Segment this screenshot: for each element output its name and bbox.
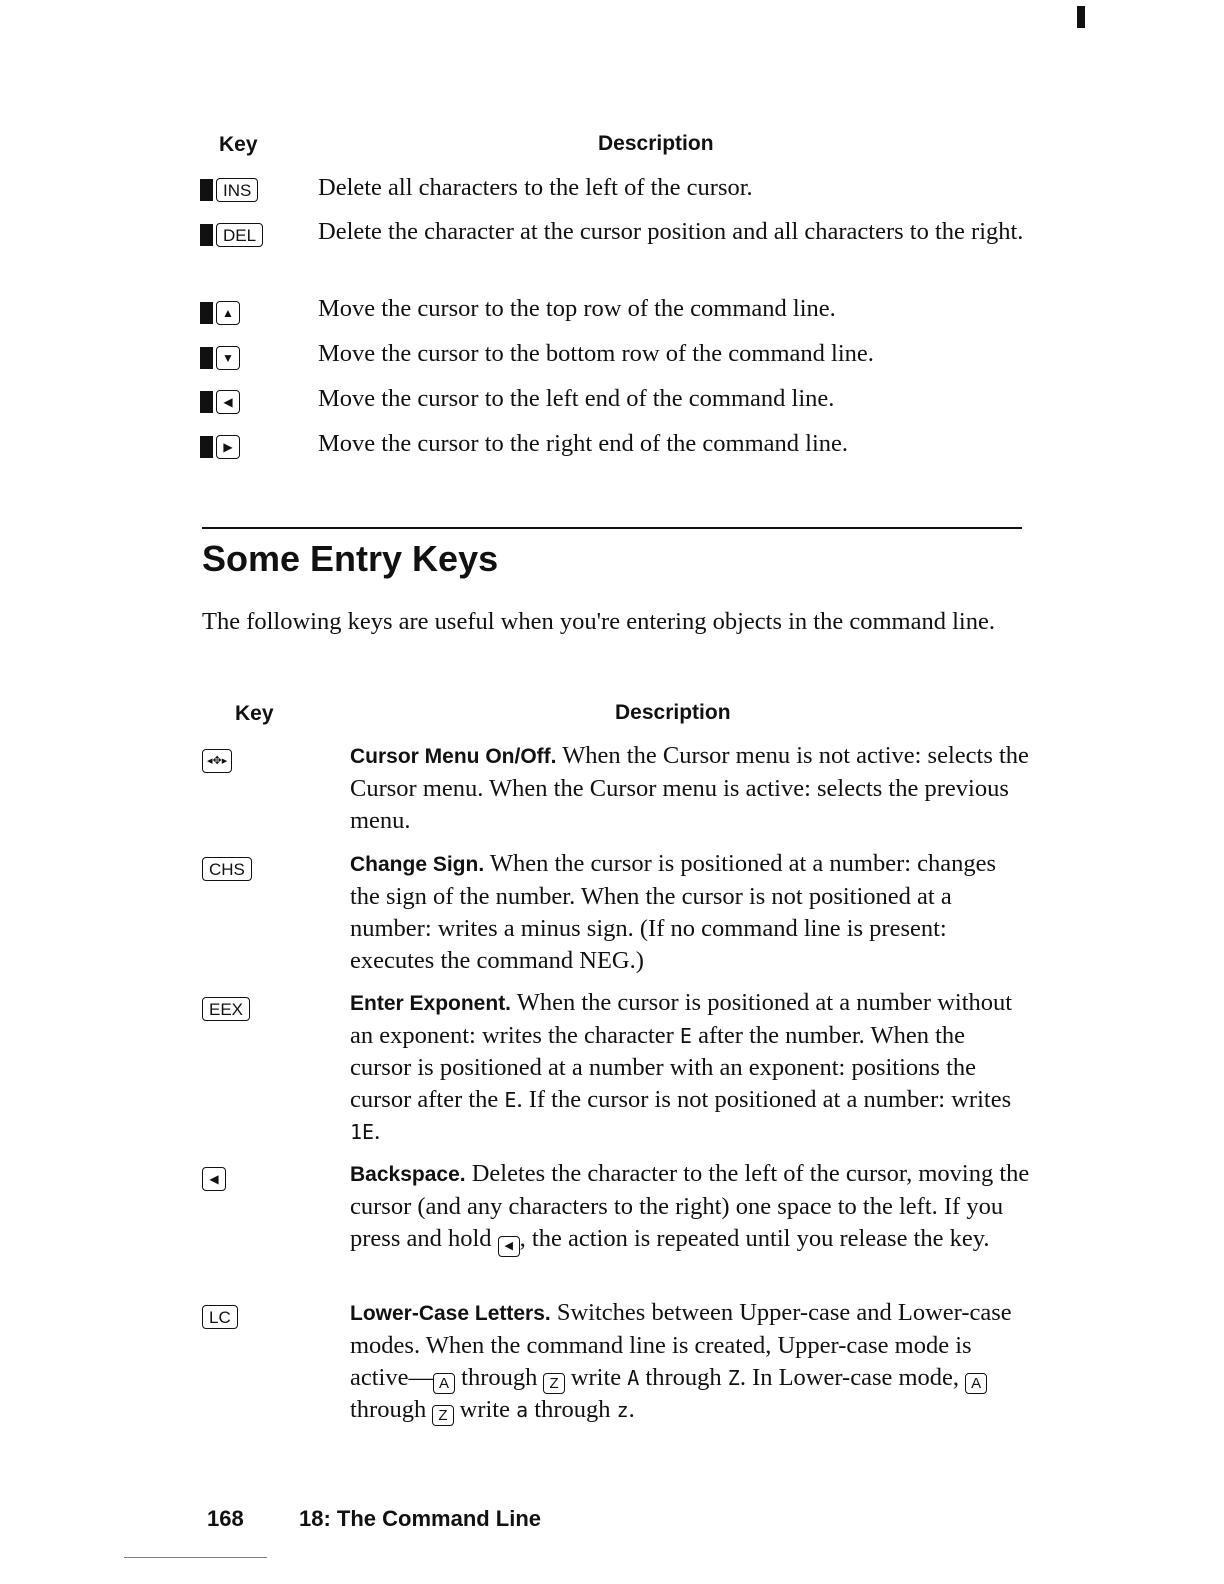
section-rule: [202, 527, 1022, 529]
desc-right: Move the cursor to the right end of the command line.: [318, 430, 849, 457]
shift-key-icon: [200, 391, 213, 413]
code-lower-a: a: [516, 1398, 529, 1422]
z-key-inline: Z: [543, 1373, 564, 1394]
term-lc: Lower-Case Letters.: [350, 1302, 551, 1325]
desc-backspace: Backspace. Deletes the character to the left of the cursor, moving the cursor (and any characters to the right) one space to the left. If you press and hold ◀ , the action is repeated until you release the key.: [350, 1158, 1030, 1257]
del-key: DEL: [216, 223, 263, 247]
code-upper-a: A: [627, 1366, 640, 1390]
page-number: 168: [207, 1506, 244, 1531]
code-1e: 1E: [350, 1120, 375, 1144]
key-shift-left: [200, 390, 240, 414]
section-intro: The following keys are useful when you're entering objects in the command line.: [202, 608, 995, 635]
backspace-key-icon: ◀: [202, 1167, 226, 1191]
code-e: E: [679, 1024, 692, 1048]
z-key-inline-2: Z: [432, 1405, 453, 1426]
lc-key: LC: [202, 1305, 238, 1329]
key-shift-up: [200, 301, 240, 325]
footer-rule: [124, 1557, 267, 1558]
section-title: Some Entry Keys: [202, 538, 499, 579]
term-eex: Enter Exponent.: [350, 992, 512, 1015]
table2-header-description: Description: [615, 701, 731, 724]
a-key-inline-2: A: [965, 1373, 987, 1394]
cursor-menu-key-icon: ◂✥▸: [202, 749, 232, 773]
shift-key-icon: [200, 224, 213, 246]
ins-key: INS: [216, 178, 258, 202]
chapter-title: 18: The Command Line: [299, 1506, 542, 1531]
key-cursor-menu: [202, 749, 232, 773]
table2-header-key: Key: [235, 702, 274, 725]
corner-mark: [1077, 6, 1085, 28]
a-key-inline: A: [433, 1373, 455, 1394]
key-backspace: [202, 1167, 226, 1191]
term-backspace: Backspace.: [350, 1163, 466, 1186]
desc-del: Delete the character at the cursor position and all characters to the right.: [318, 218, 1024, 245]
shift-key-icon: [200, 347, 213, 369]
desc-down: Move the cursor to the bottom row of the command line.: [318, 340, 874, 367]
left-arrow-key-icon: ◀: [216, 390, 240, 414]
desc-chs: Change Sign. When the cursor is positioned at a number: changes the sign of the number. When the cursor is not positioned at a number: writes a minus sign. (If no command line is present: executes the command NEG.): [350, 850, 997, 974]
eex-key: EEX: [202, 997, 250, 1021]
shift-key-icon: [200, 436, 213, 458]
backspace-key-inline-icon: ◀: [498, 1236, 520, 1257]
table1-header-key: Key: [219, 133, 258, 156]
code-lower-z: z: [616, 1398, 629, 1422]
key-chs: [202, 857, 252, 881]
desc-lc: Lower-Case Letters. Switches between Upper-case and Lower-case modes. When the command line is created, Upper-case mode is active— A through Z write A through Z. In Lower-case mode, A through Z write a through z.: [350, 1299, 1012, 1424]
code-upper-z: Z: [727, 1366, 740, 1390]
desc-up: Move the cursor to the top row of the command line.: [318, 295, 836, 322]
shift-key-icon: [200, 302, 213, 324]
code-e2: E: [504, 1088, 517, 1112]
desc-ins: Delete all characters to the left of the cursor.: [318, 174, 753, 201]
table1-header-description: Description: [598, 132, 714, 155]
term-cursor-menu: Cursor Menu On/Off.: [350, 745, 557, 768]
up-arrow-key-icon: ▲: [216, 301, 240, 325]
term-chs: Change Sign.: [350, 853, 485, 876]
shift-key-icon: [200, 179, 213, 201]
desc-left: Move the cursor to the left end of the command line.: [318, 385, 835, 412]
desc-cursor-menu: Cursor Menu On/Off. When the Cursor menu is not active: selects the Cursor menu. When the Cursor menu is active: selects the previous menu.: [350, 742, 1029, 834]
key-shift-ins: [200, 178, 258, 202]
key-lc: [202, 1305, 238, 1329]
chs-key: CHS: [202, 857, 252, 881]
key-eex: [202, 997, 250, 1021]
right-arrow-key-icon: ▶: [216, 435, 240, 459]
key-shift-del: [200, 223, 263, 247]
desc-eex: Enter Exponent. When the cursor is positioned at a number without an exponent: writes the character E after the number. When the cursor is positioned at a number with an exponent: positions the cursor after the E. If the cursor is not positioned at a number: writes 1E.: [350, 989, 1013, 1145]
down-arrow-key-icon: ▼: [216, 346, 240, 370]
key-shift-right: [200, 435, 240, 459]
key-shift-down: [200, 346, 240, 370]
